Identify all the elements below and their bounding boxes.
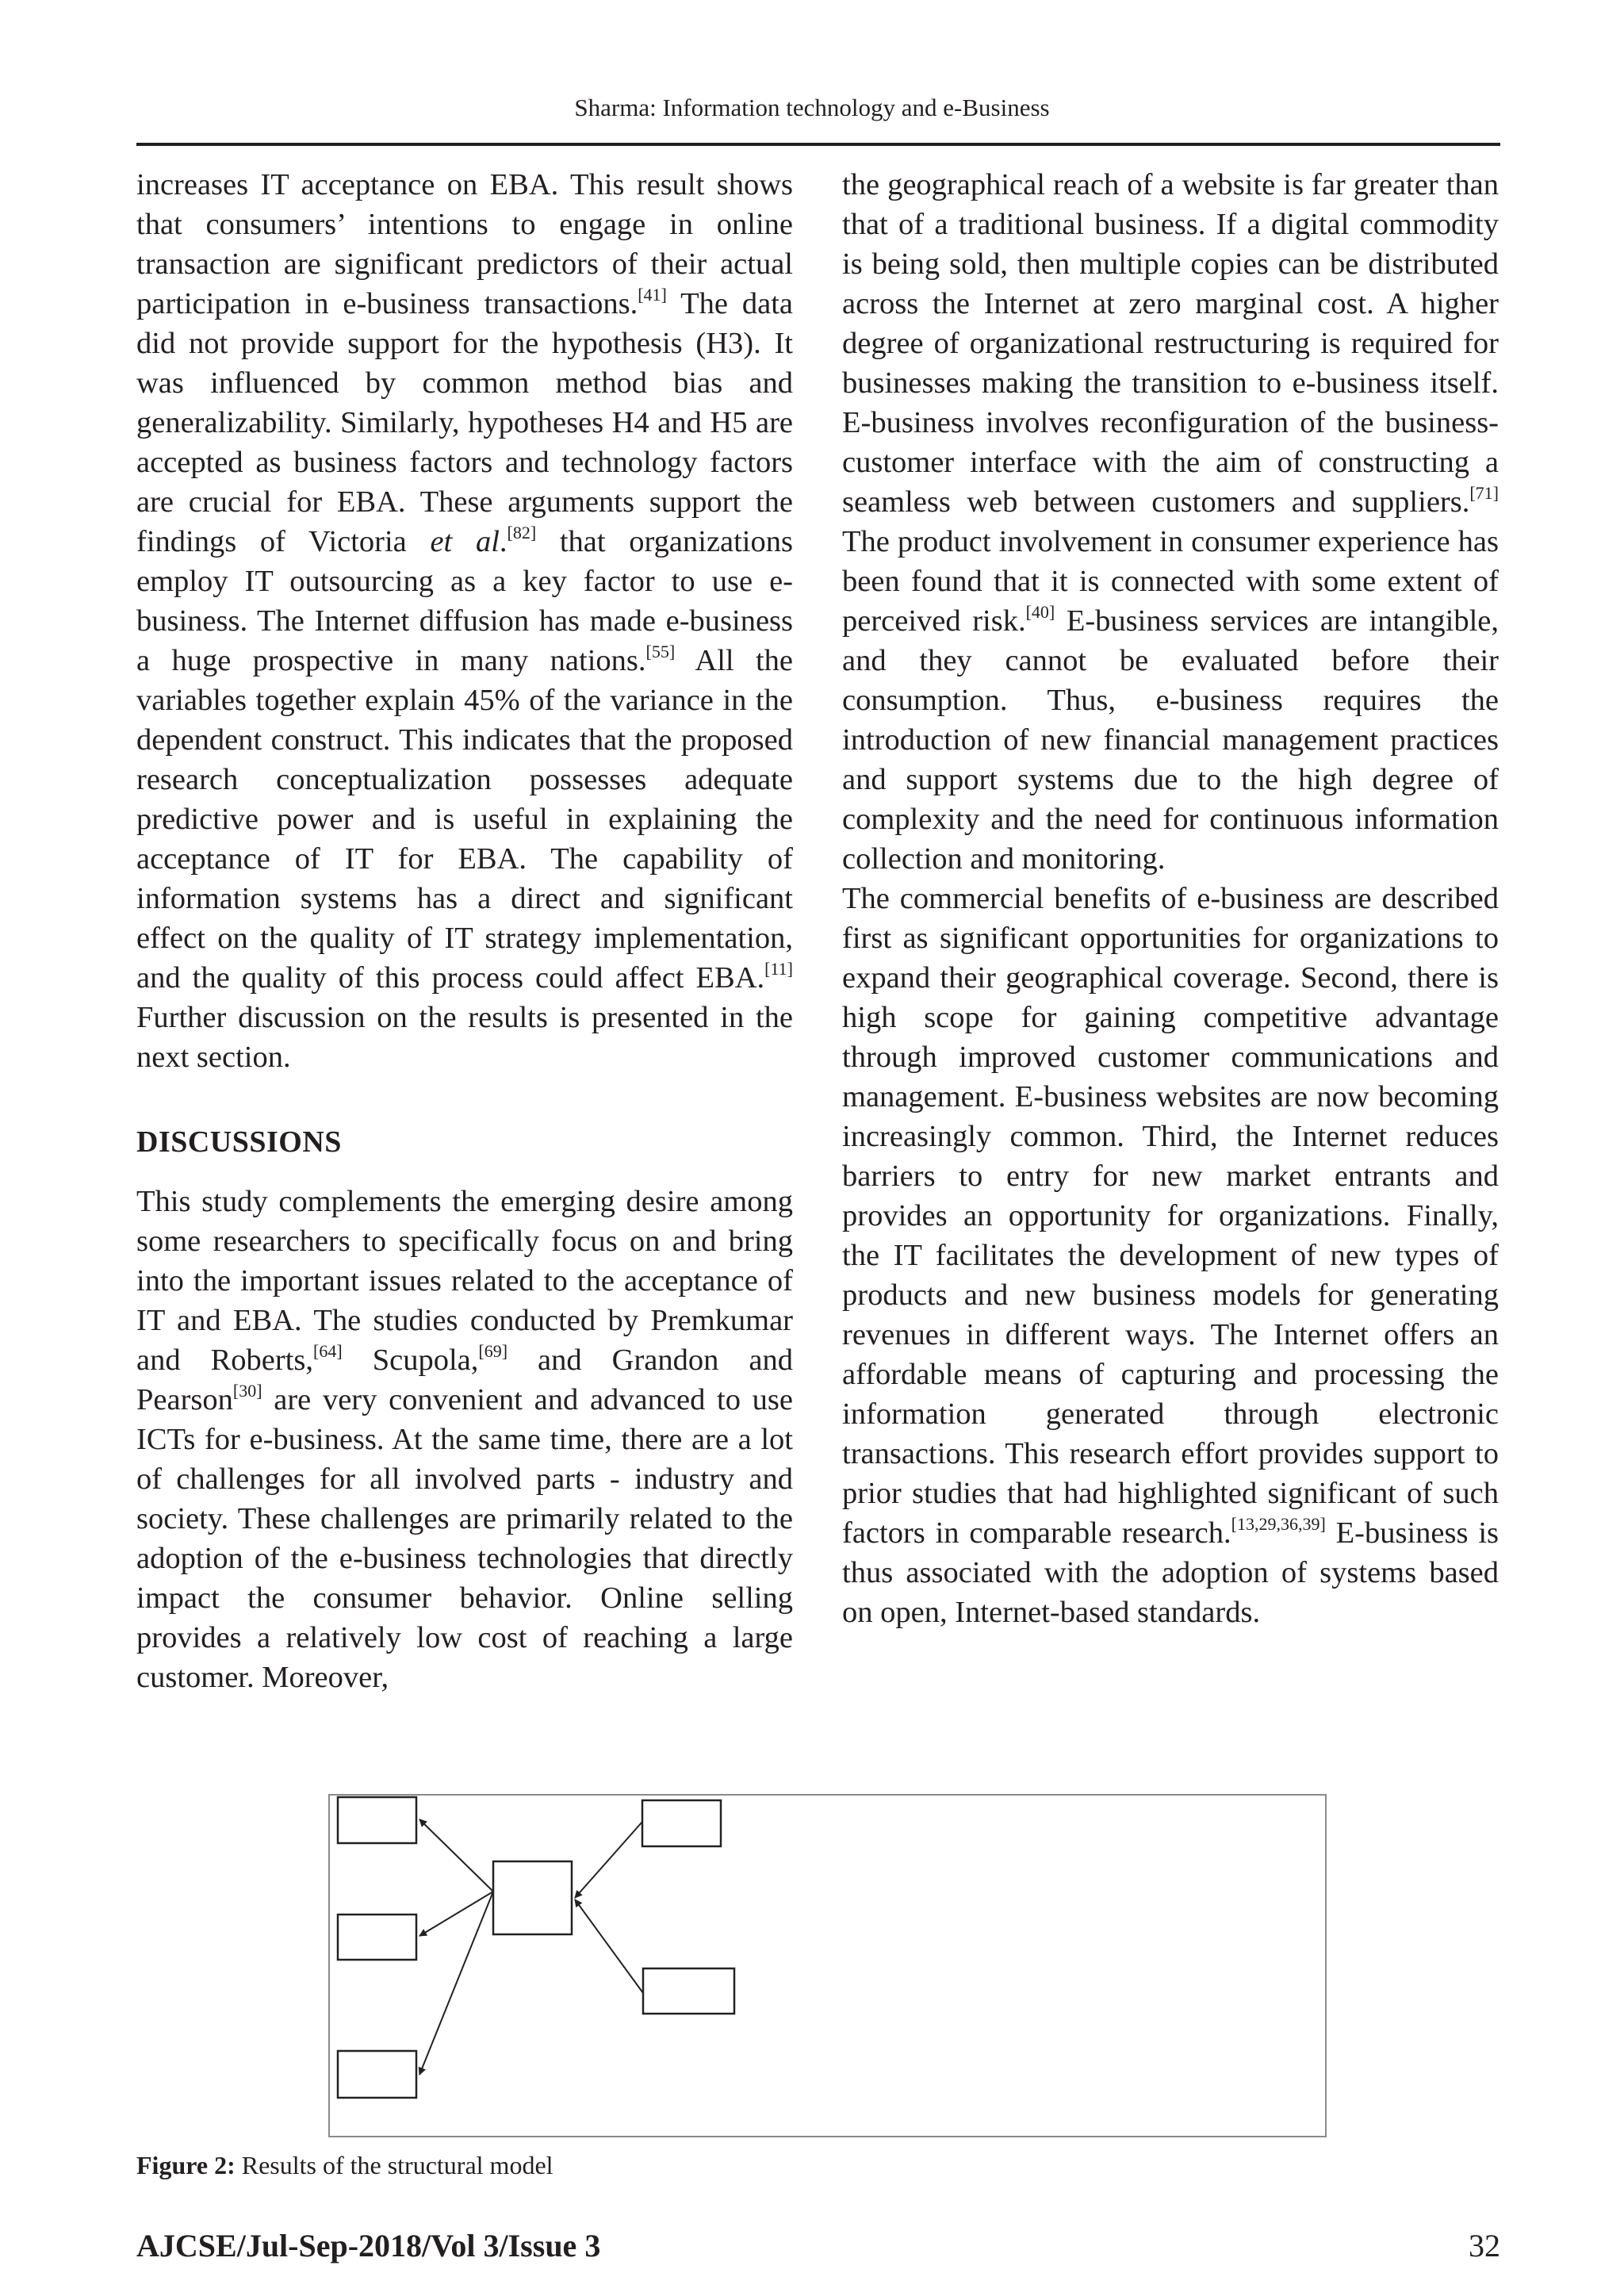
citation: [64] [313, 1341, 343, 1362]
citation: [11] [764, 959, 793, 979]
citation: [55] [645, 642, 676, 662]
right-column [842, 165, 1499, 1632]
structural-model-figure [328, 1794, 1327, 2137]
citation: [13,29,36,39] [1231, 1514, 1326, 1535]
citation: [30] [232, 1381, 262, 1401]
running-head: Sharma: Information technology and e-Business [574, 94, 1050, 121]
header-rule [136, 143, 1500, 146]
citation: [69] [478, 1341, 508, 1362]
journal-footer: AJCSE/Jul-Sep-2018/Vol 3/Issue 3 [136, 2228, 601, 2263]
citation: [82] [507, 523, 537, 543]
citation: [41] [638, 285, 667, 305]
left-column [136, 165, 793, 1697]
paragraph: The commercial benefits of e-business are described first as significant opportunities for organizations to expand their geographical coverage. Second, there is high scope for gaining competitive advantage through improved customer communications and management. E-business websites are now becoming increasingly common. Third, the Internet reduces barriers to entry for new market entrants and provides an opportunity for organizations. Finally, the IT facilitates the development of new types of products and new business models for generating revenues in different ways. The Internet offers an affordable means of capturing and processing the information generated through electronic transactions. This research effort provides support to prior studies that had highlighted significant of such factors in comparable research.[13,29,36,39] E-business is thus associated with the adoption of systems based on open, Internet-based standards. [842, 882, 1499, 1629]
figure-caption: Figure 2: Results of the structural model [136, 2151, 553, 2179]
paragraph: This study complements the emerging desire among some researchers to specifically focus on and bring into the important issues related to the acceptance of IT and EBA. The studies conducted by Premkumar and Roberts,[64] Scupola,[69] and Grandon and Pearson[30] are very convenient and advanced to use ICTs for e-business. At the same time, there are a lot of challenges for all involved parts - industry and society. These challenges are primarily related to the adoption of the e-business technologies that directly impact the consumer behavior. Online selling provides a relatively low cost of reaching a large customer. Moreover, [136, 1185, 794, 1694]
paragraph: increases IT acceptance on EBA. This result shows that consumers’ intentions to engage in online transaction are significant predictors of their actual participation in e-business transactions.[41] The data did not provide support for the hypothesis (H3). It was influenced by common method bias and generalizability. Similarly, hypotheses H4 and H5 are accepted as business factors and technology factors are crucial for EBA. These arguments support the findings of Victoria et al.[82] that organizations employ IT outsourcing as a key factor to use e-business. The Internet diffusion has made e-business a huge prospective in many nations.[55] All the variables together explain 45% of the variance in the dependent construct. This indicates that the proposed research conceptualization possesses adequate predictive power and is useful in explaining the acceptance of IT for EBA. The capability of information systems has a direct and significant effect on the quality of IT strategy implementation, and the quality of this process could affect EBA.[11] Further discussion on the results is presented in the next section. [136, 168, 793, 1074]
citation: [71] [1469, 483, 1499, 504]
citation: [40] [1025, 602, 1055, 623]
page-number: 32 [1469, 2228, 1500, 2263]
paragraph: the geographical reach of a website is far greater than that of a traditional business. If a digital commodity is being sold, then multiple copies can be distributed across the Internet at zero marginal cost. A higher degree of organizational restructuring is required for businesses making the transition to e-business itself. E-business involves reconfiguration of the business-customer interface with the aim of constructing a seamless web between customers and suppliers.[71] The product involvement in consumer experience has been found that it is connected with some extent of perceived risk.[40] E-business services are intangible, and they cannot be evaluated before their consumption. Thus, e-business requires the introduction of new financial management practices and support systems due to the high degree of complexity and the need for continuous information collection and monitoring. [842, 168, 1500, 876]
section-heading: DISCUSSIONS [136, 1125, 342, 1159]
node-service-quality-box [338, 1797, 416, 1843]
